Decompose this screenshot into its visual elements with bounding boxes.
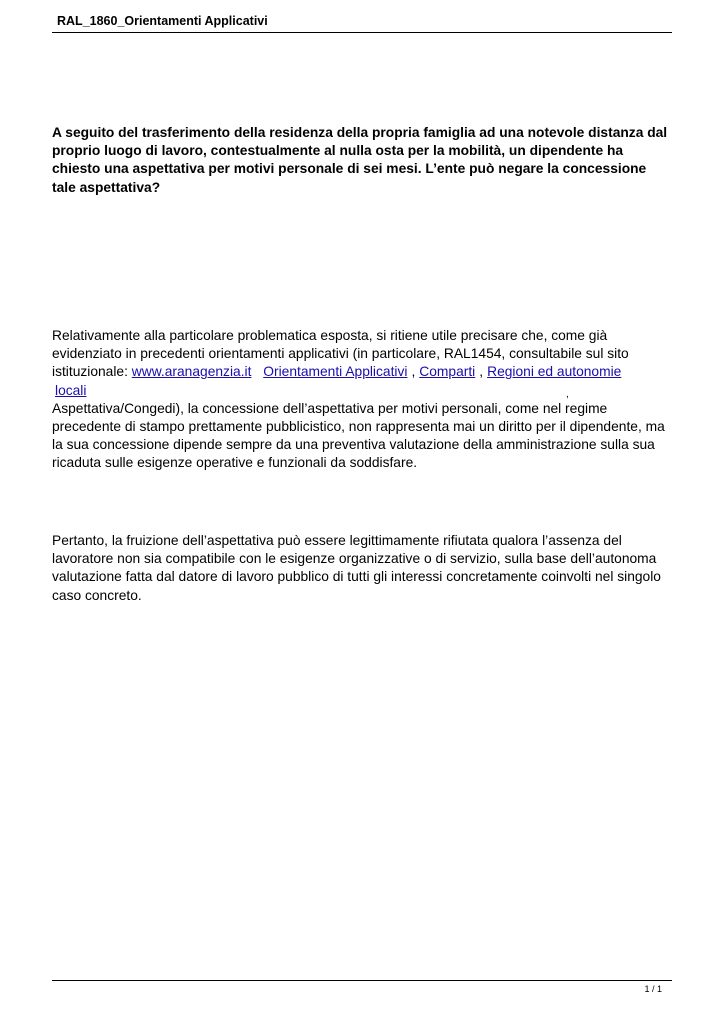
links-line [52,363,672,381]
paragraph-line: evidenziato in precedenti orientamenti applicativi (in particolare, RAL1454, consultabile sul sito [52,346,629,362]
link-aranagenzia[interactable]: www.aranagenzia.it [131,364,252,380]
link-locali[interactable]: locali [55,382,87,398]
page-number: 1 / 1 [644,984,662,994]
link-separator: , [566,388,569,400]
paragraph-line: Relativamente alla particolare problematica esposta, si ritiene utile precisare che, come già [52,328,608,343]
paragraph-rest: Aspettativa/Congedi), la concessione dell’aspettativa per motivi personali, come nel regime precedente di stampo prettamente pubblicistico, non rappresenta mai un diritto per il dipendente, ma la sua concessione dipende sempre da una preventiva valutazione della amministrazione sulla sua ricaduta sulle esigenze operative e funzionali da soddisfare. [52,400,665,471]
answer-paragraph-1 [52,327,672,473]
link-orientamenti-applicativi[interactable]: Orientamenti Applicativi [263,364,408,380]
question-text: A seguito del trasferimento della residenza della propria famiglia ad una notevole distanza dal proprio luogo di lavoro, contestualmente al nulla osta per la mobilità, un dipendente ha chiesto una aspettativa per motivi personale di sei mesi. L’ente può negare la concessione tale aspettativa? [52,125,668,195]
page-footer [52,980,672,994]
link-separator: , [479,364,484,380]
answer-paragraph-2: Pertanto, la fruizione dell’aspettativa può essere legittimamente rifiutata qualora l’assenza del lavoratore non sia compatibile con le esigenze organizzative o di servizio, sulla base dell’autonoma valutazione fatta dal datore di lavoro pubblico di tutti gli interessi concretamente coinvolti nel singolo caso concreto. [52,533,661,603]
paragraph-line: istituzionale: [52,364,128,380]
link-regioni-autonomie[interactable]: Regioni ed autonomie [487,364,622,380]
link-separator: , [411,364,416,380]
links-line-2 [52,382,672,400]
link-comparti[interactable]: Comparti [419,364,476,380]
page-header [52,10,672,33]
document-title: RAL_1860_Orientamenti Applicativi [57,14,268,28]
